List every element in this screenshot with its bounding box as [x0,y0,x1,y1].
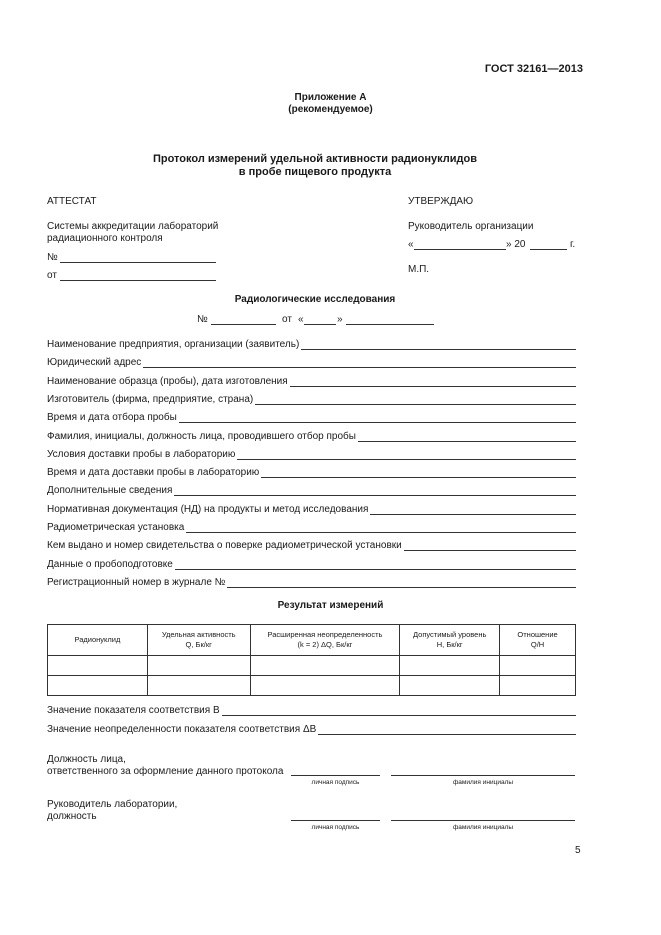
field-row [47,466,576,479]
protocol-title-line1: Протокол измерений удельной активности радионуклидов [152,153,478,165]
field-input-line[interactable] [143,367,576,368]
field-row [47,448,576,461]
section-quote-open: « [298,314,304,325]
standard-number: ГОСТ 32161—2013 [484,63,583,75]
results-title: Результат измерений [277,600,384,611]
field-input-line[interactable] [179,422,576,423]
field-input-line[interactable] [175,569,576,570]
signature-caption: личная подпись [311,779,360,786]
field-row [47,338,576,351]
table-cell[interactable] [250,676,400,696]
conformity-value-row [47,704,576,717]
attestat-date-label: от [47,270,57,281]
field-label: Нормативная документация (НД) на продукты и метод исследования [47,503,369,515]
section-number-field[interactable] [211,324,276,325]
field-label: Наименование предприятия, организации (заявитель) [47,339,300,350]
field-label: Кем выдано и номер свидетельства о поверке радиометрической установки [47,540,402,552]
table-cell[interactable] [48,676,148,696]
col-radionuclide: Радионуклид [48,625,148,656]
col-ratio: Отношение Q/H [500,625,576,656]
field-label: Изготовитель (фирма, предприятие, страна) [47,393,254,405]
field-label: Дополнительные сведения [47,485,173,497]
approve-year-suffix: г. [570,239,576,250]
section-month-field[interactable] [346,324,434,325]
conformity-value-field[interactable] [222,715,576,716]
table-cell[interactable] [250,656,400,676]
accreditation-line1: Системы аккредитации лабораторий [47,221,219,232]
field-input-line[interactable] [370,514,576,515]
results-header-row [48,625,576,656]
table-row [48,656,576,676]
lab-head-line1: Руководитель лаборатории, [47,799,178,810]
section-quote-close: » [337,314,343,325]
field-row [47,393,576,406]
field-row [47,484,576,497]
field-input-line[interactable] [227,587,576,588]
table-cell[interactable] [48,656,148,676]
approve-heading: УТВЕРЖДАЮ [408,196,474,207]
field-input-line[interactable] [358,441,576,442]
field-row [47,411,576,424]
table-cell[interactable] [400,676,500,696]
field-input-line[interactable] [255,404,576,405]
field-label: Время и дата отбора пробы [47,412,177,424]
responsible-signature-field[interactable] [291,775,380,776]
section-title: Радиологические исследования [234,294,396,305]
field-row [47,375,576,388]
field-label: Данные о пробоподготовке [47,558,173,570]
lab-head-signature-field[interactable] [291,820,380,821]
attestat-date-field[interactable] [60,280,216,281]
accreditation-line2: радиационного контроля [47,233,163,244]
attestat-heading: АТТЕСТАТ [47,196,97,207]
name-caption: фамилия инициалы [452,779,514,786]
field-label: Время и дата доставки пробы в лабораторию [47,467,260,479]
field-row [47,521,576,534]
responsible-person-line1: Должность лица, [47,754,126,765]
field-label: Условия доставки пробы в лабораторию [47,448,236,460]
appendix-subtitle: (рекомендуемое) [288,104,373,115]
field-label: Радиометрическая установка [47,522,185,533]
field-row [47,539,576,552]
attestat-number-field[interactable] [60,262,216,263]
field-input-line[interactable] [174,495,576,496]
field-input-line[interactable] [237,459,576,460]
signature-caption: личная подпись [311,824,360,831]
responsible-name-field[interactable] [391,775,575,776]
field-input-line[interactable] [301,349,576,350]
field-label: Юридический адрес [47,357,142,369]
col-specific-activity: Удельная активность Q, Бк/кг [147,625,250,656]
appendix-title: Приложение А [294,92,367,103]
attestat-number-label: № [47,252,58,263]
field-row [47,576,576,589]
col-extended-uncertainty: Расширенная неопределенность (k = 2) ΔQ, Бк/кг [250,625,400,656]
responsible-person-line2: ответственного за оформление данного протокола [47,766,284,777]
field-input-line[interactable] [261,477,576,478]
lab-head-line2: должность [47,811,97,822]
section-number-label: № [197,314,208,325]
stamp-label: М.П. [408,264,430,275]
section-day-field[interactable] [304,324,336,325]
page-number: 5 [575,845,581,856]
section-from-label: от [282,314,292,325]
table-cell[interactable] [147,676,250,696]
table-cell[interactable] [500,656,576,676]
table-cell[interactable] [400,656,500,676]
field-input-line[interactable] [186,532,576,533]
field-row [47,430,576,443]
lab-head-name-field[interactable] [391,820,575,821]
approve-quote-open: « [408,239,414,250]
approve-year-field[interactable] [530,249,567,250]
protocol-title-line2: в пробе пищевого продукта [238,166,392,178]
conformity-value-label: Значение показателя соответствия B [47,705,220,716]
table-cell[interactable] [500,676,576,696]
results-table [47,624,576,696]
approve-year-prefix: » 20 [506,239,526,250]
field-row [47,503,576,516]
col-permissible-level: Допустимый уровень H, Бк/кг [400,625,500,656]
table-row [48,676,576,696]
conformity-uncertainty-field[interactable] [318,734,576,735]
field-label: Регистрационный номер в журнале № [47,576,226,588]
conformity-uncertainty-label: Значение неопределенности показателя соответствия ΔB [47,724,317,735]
table-cell[interactable] [147,656,250,676]
field-input-line[interactable] [290,386,576,387]
field-label: Фамилия, инициалы, должность лица, проводившего отбор пробы [47,430,356,442]
approve-day-month-field[interactable] [414,249,506,250]
field-row [47,356,576,369]
name-caption: фамилия инициалы [452,824,514,831]
field-row [47,558,576,571]
field-input-line[interactable] [404,550,576,551]
field-label: Наименование образца (пробы), дата изготовления [47,375,288,387]
conformity-uncertainty-row [47,723,576,736]
org-head-label: Руководитель организации [408,221,534,232]
